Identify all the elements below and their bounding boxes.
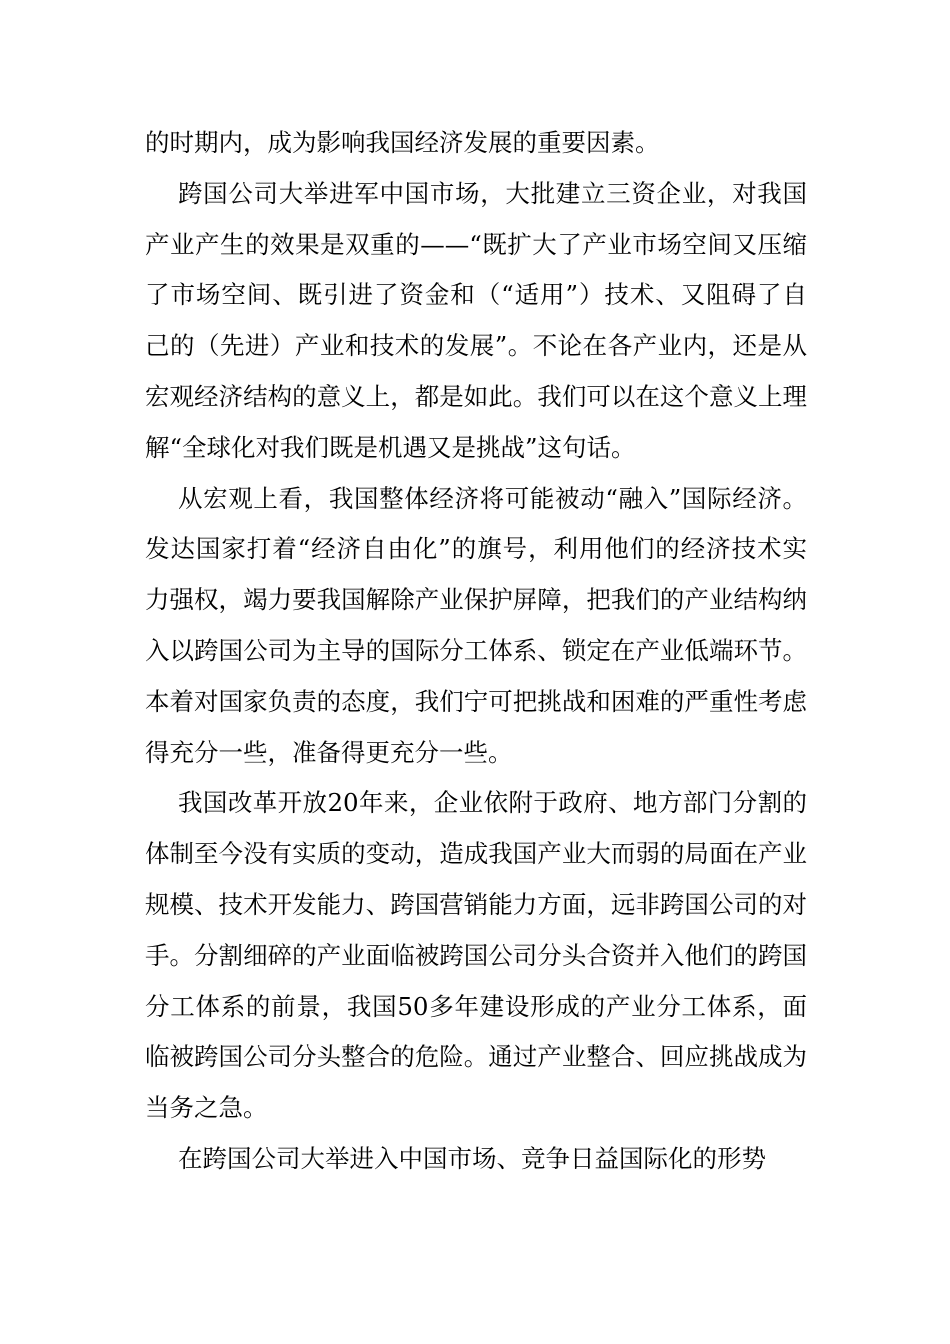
paragraph-2: 跨国公司大举进军中国市场，大批建立三资企业，对我国产业产生的效果是双重的——“既扩大了产业市场空间又压缩了市场空间、既引进了资金和（“适用”）技术、又阻碍了自己的（先进）产业和技术的发展”。不论在各产业内，还是从宏观经济结构的意义上，都是如此。我们可以在这个意义上理解“全球化对我们既是机遇又是挑战”这句话。 xyxy=(145,178,807,462)
paragraph-4: 我国改革开放20年来，企业依附于政府、地方部门分割的体制至今没有实质的变动，造成我国产业大而弱的局面在产业规模、技术开发能力、跨国营销能力方面，远非跨国公司的对手。分割细碎的产业面临被跨国公司分头合资并入他们的跨国分工体系的前景，我国50多年建设形成的产业分工体系，面临被跨国公司分头整合的危险。通过产业整合、回应挑战成为当务之急。 xyxy=(145,788,807,1123)
paragraph-5: 在跨国公司大举进入中国市场、竞争日益国际化的形势 xyxy=(178,1143,766,1173)
body-text xyxy=(145,118,807,1185)
paragraph-3: 从宏观上看，我国整体经济将可能被动“融入”国际经济。发达国家打着“经济自由化”的旗号，利用他们的经济技术实力强权，竭力要我国解除产业保护屏障，把我们的产业结构纳入以跨国公司为主导的国际分工体系、锁定在产业低端环节。本着对国家负责的态度，我们宁可把挑战和困难的严重性考虑得充分一些，准备得更充分一些。 xyxy=(145,483,807,767)
paragraph-1: 的时期内，成为影响我国经济发展的重要因素。 xyxy=(145,128,660,157)
